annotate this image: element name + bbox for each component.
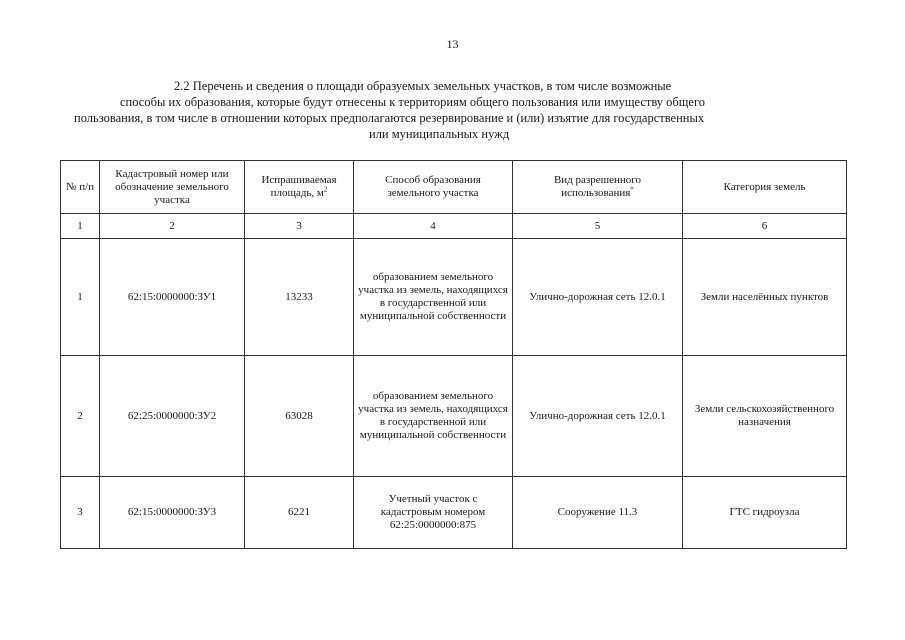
column-number: 6 [683,214,847,239]
header-use-footnote-mark: * [630,185,634,194]
land-plots-table [60,160,847,549]
cell-category: Земли сельскохозяйственного назначения [683,356,847,477]
cell-num: 2 [61,356,100,477]
cell-use: Улично-дорожная сеть 12.0.1 [513,356,683,477]
cell-method: образованием земельного участка из земель, находящихся в государственной или муниципальной собственности [354,239,513,356]
table-header-row [61,161,847,214]
cell-cadastral: 62:15:0000000:ЗУ3 [100,477,245,549]
cell-category: ГТС гидроузла [683,477,847,549]
cell-use: Улично-дорожная сеть 12.0.1 [513,239,683,356]
cell-use: Сооружение 11.3 [513,477,683,549]
cell-num: 1 [61,239,100,356]
column-number: 4 [354,214,513,239]
section-heading-line-4: или муниципальных нужд [369,127,510,141]
column-number-row [61,214,847,239]
header-area [245,161,354,214]
cell-cadastral: 62:25:0000000:ЗУ2 [100,356,245,477]
header-area-superscript: 2 [323,185,328,194]
header-method-text: Способ образования земельного участка [385,174,481,199]
cell-area: 6221 [245,477,354,549]
header-area-text: Испрашиваемая площадь, м [261,174,337,199]
header-cadastral-text: Кадастровый номер или обозначение земельного участка [115,167,229,206]
header-use-text: Вид разрешенного использования [553,174,642,199]
header-use [513,161,683,214]
table-row [61,477,847,549]
header-cadastral [100,161,245,214]
cell-num: 3 [61,477,100,549]
table-row [61,239,847,356]
column-number: 2 [100,214,245,239]
section-heading-line-1: 2.2 Перечень и сведения о площади образуемых земельных участков, в том числе возможные [174,79,672,93]
cell-method: образованием земельного участка из земель, находящихся в государственной или муниципальной собственности [354,356,513,477]
cell-method: Учетный участок с кадастровым номером 62:25:0000000:875 [354,477,513,549]
cell-area: 13233 [245,239,354,356]
column-number: 5 [513,214,683,239]
table-row [61,356,847,477]
cell-category: Земли населённых пунктов [683,239,847,356]
header-num [61,161,100,214]
column-number: 1 [61,214,100,239]
section-heading-line-2: способы их образования, которые будут отнесены к территориям общего пользования или имуществу общего [120,95,706,109]
header-category [683,161,847,214]
header-category-text: Категория земель [723,180,806,193]
section-heading-line-3: пользования, в том числе в отношении которых предполагаются резервирование и (или) изъятие для государственных [74,111,705,125]
cell-area: 63028 [245,356,354,477]
header-num-text: № п/п [65,180,95,193]
page-number: 13 [446,37,459,51]
header-method [354,161,513,214]
cell-cadastral: 62:15:0000000:ЗУ1 [100,239,245,356]
column-number: 3 [245,214,354,239]
